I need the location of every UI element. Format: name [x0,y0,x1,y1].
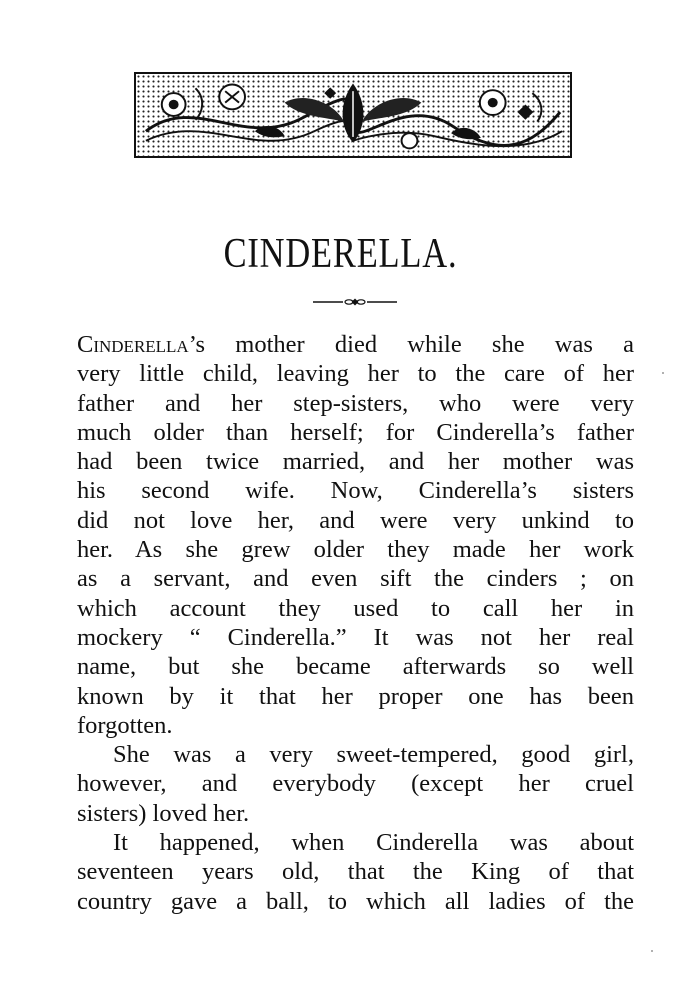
text-line: country gave a ball, to which all ladies of the [77,887,634,915]
paper-speck [651,950,653,952]
text-line: did not love her, and were very unkind to [77,506,634,534]
text-line: forgotten. [77,711,173,739]
text-line: Cinderella’s mother died while she was a [77,331,634,358]
text-line: had been twice married, and her mother was [77,448,634,476]
text-line: name, but she became afterwards so well [77,653,634,681]
text-line: however, and everybody (except her cruel [77,770,634,798]
text-line: father and her step-sisters, who were very [77,389,634,417]
decorative-header-ornament [134,72,572,158]
text-line: her. As she grew older they made her work [77,536,634,564]
chapter-title: CINDERELLA. [223,231,458,277]
text-line: much older than herself; for Cinderella’s father [77,418,634,446]
text-line: mockery “ Cinderella.” It was not her real [77,623,634,651]
body-text [77,330,634,916]
text-line: as a servant, and even sift the cinders ; on [77,565,634,593]
text-line: seventeen years old, that the King of that [77,858,634,886]
text-line: She was a very sweet-tempered, good girl, [113,741,634,769]
paper-speck [662,372,664,374]
text-line: known by it that her proper one has been [77,682,634,710]
text-line: very little child, leaving her to the care of her [77,360,634,388]
title-divider-ornament [313,297,397,307]
text-line: which account they used to call her in [77,594,634,622]
text-line: sisters) loved her. [77,799,250,827]
floral-scroll-icon [136,74,570,156]
small-caps-opening-word: Cinderella [77,331,189,358]
text-line: his second wife. Now, Cinderella’s sisters [77,477,634,505]
text-line: It happened, when Cinderella was about [113,829,634,857]
